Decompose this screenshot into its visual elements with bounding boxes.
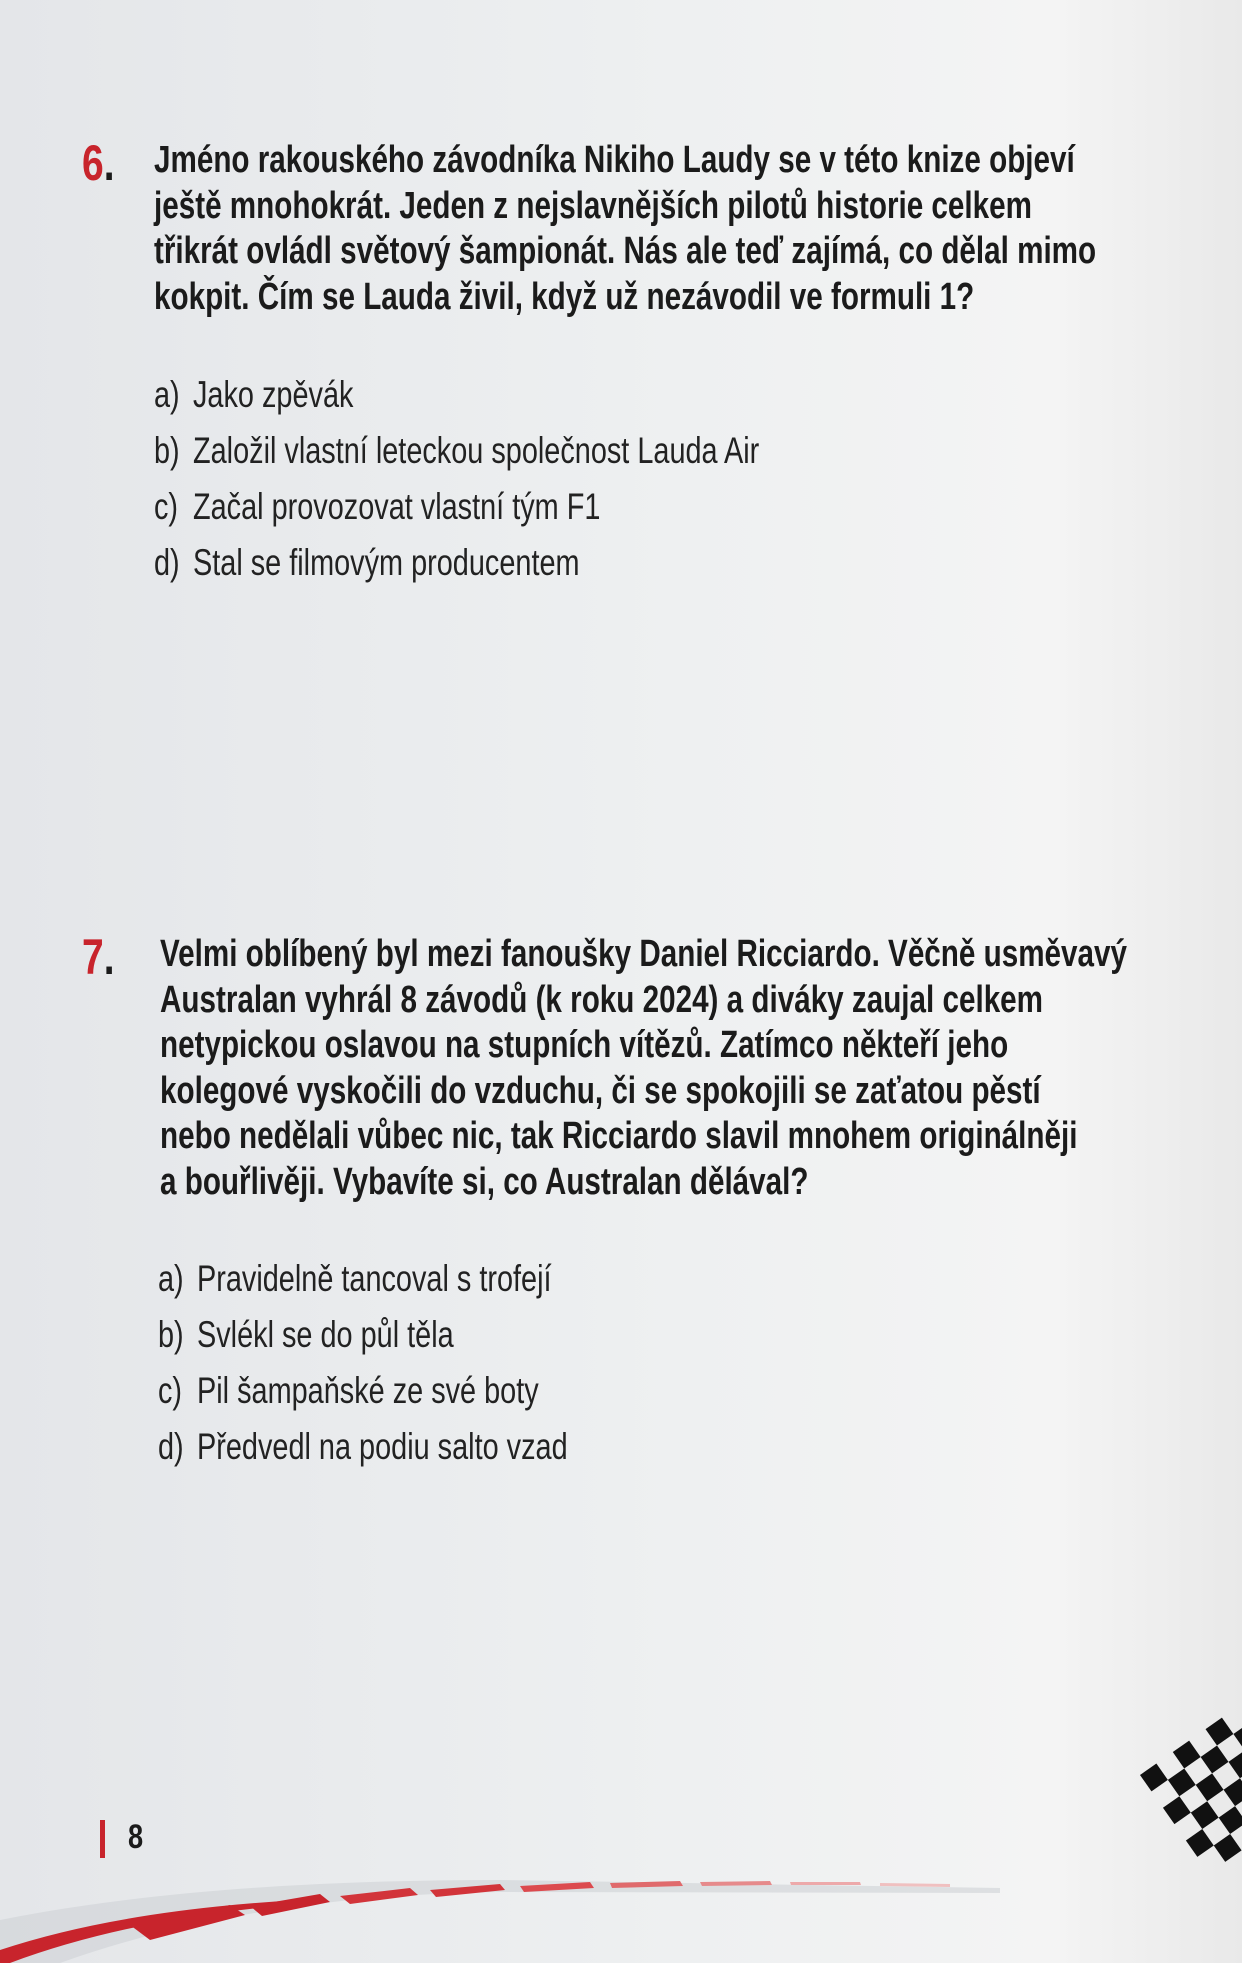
option-text: Začal provozovat vlastní tým F1 [193,486,601,527]
question-line: netypickou oslavou na stupních vítězů. Zatímco někteří jeho [160,1024,1009,1066]
question-line: třikrát ovládl světový šampionát. Nás ale teď zajímá, co dělal mimo [154,230,1097,272]
question-line: Australan vyhrál 8 závodů (k roku 2024) a diváky zaujal celkem [160,978,1044,1021]
track-stripes [0,1880,1000,1963]
option-letter: a) [154,374,180,415]
option-text: Pravidelně tancoval s trofejí [197,1258,552,1299]
question-number: 6. [82,135,115,191]
question-number: 7. [82,929,115,985]
option-letter: b) [154,430,180,471]
question-line: kolegové vyskočili do vzduchu, či se spokojili se zaťatou pěstí [160,1069,1041,1112]
question-line: ještě mnohokrát. Jeden z nejslavnějších pilotů historie celkem [154,184,1032,227]
option-letter: c) [158,1370,183,1411]
option-text: Předvedl na podiu salto vzad [197,1426,568,1467]
option-letter: b) [158,1314,184,1355]
option-text: Založil vlastní leteckou společnost Lauda Air [193,430,760,471]
option-text: Pil šampaňské ze své boty [197,1370,539,1411]
question-line: Jméno rakouského závodníka Nikiho Laudy se v této knize objeví [154,139,1075,181]
option-text: Jako zpěvák [193,374,354,415]
checkered-flag-icon [1140,1706,1242,1873]
option-letter: d) [154,542,180,583]
option-letter: c) [154,486,179,527]
option-letter: d) [158,1426,184,1467]
option-text: Svlékl se do půl těla [197,1314,454,1355]
option-text: Stal se filmovým producentem [193,542,580,583]
question-line: a bouřlivěji. Vybavíte si, co Australan dělával? [160,1160,809,1203]
option-letter: a) [158,1258,184,1299]
page-number: 8 [128,1818,144,1856]
question-line: Velmi oblíbený byl mezi fanoušky Daniel Ricciardo. Věčně usměvavý [160,933,1127,975]
question-line: nebo nedělali vůbec nic, tak Ricciardo slavil mnohem originálněji [160,1115,1078,1157]
question-line: kokpit. Čím se Lauda živil, když už nezávodil ve formuli 1? [154,275,975,318]
